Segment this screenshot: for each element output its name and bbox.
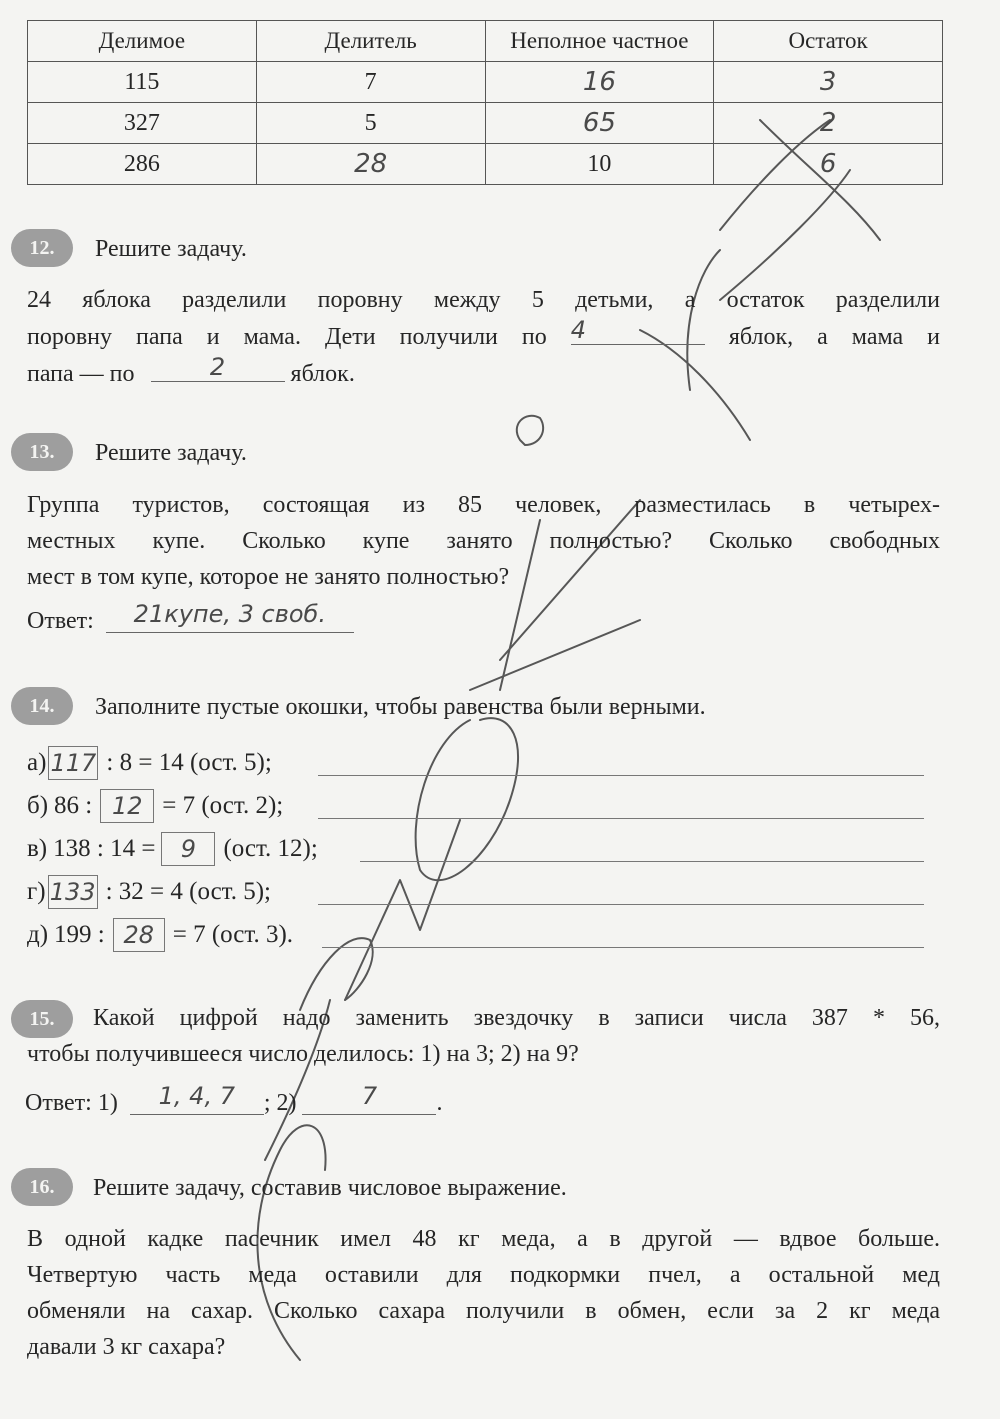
task-13-answer-handwritten: 21купе, 3 своб. [133, 600, 326, 628]
equation-text: = 7 (ост. 3). [172, 921, 294, 948]
task-15-answer-label: Ответ: 1) [25, 1090, 118, 1116]
cell-divisor-handwritten: 28 [256, 144, 485, 185]
equation-text-pre: 199 : [54, 921, 105, 948]
cell-remainder-handwritten: 3 [714, 62, 943, 103]
task-12-line-3 [27, 353, 355, 387]
task-13-answer-field[interactable] [106, 600, 354, 633]
equation-row-b [27, 789, 283, 823]
task-13-line-3: мест в том купе, которое не занято полностью? [27, 564, 510, 590]
task-15-badge: 15. [11, 1000, 73, 1038]
task-15-separator: ; 2) [263, 1090, 297, 1116]
task-13-text [27, 487, 940, 595]
task-12-title: Решите задачу. [95, 236, 247, 262]
answer-box[interactable] [113, 918, 165, 952]
equation-row-e [27, 918, 293, 952]
task-16-line-1: В одной кадке пасечник имел 48 кг меда, а в другой — вдвое больше. [27, 1226, 940, 1252]
working-line [318, 904, 924, 905]
working-line [360, 861, 924, 862]
task-13-answer-label: Ответ: [27, 608, 94, 634]
task-15-answer-1-field[interactable] [130, 1082, 264, 1115]
task-13-badge: 13. [11, 433, 73, 471]
equation-text: : 32 = 4 (ост. 5); [105, 878, 271, 905]
cell-remainder-handwritten: 6 [714, 144, 943, 185]
task-15-line-2: чтобы получившееся число делилось: 1) на 3; 2) на 9? [27, 1041, 579, 1067]
header-divisor: Делитель [256, 21, 485, 62]
table-header-row [28, 21, 943, 62]
task-16-line-4: давали 3 кг сахара? [27, 1334, 226, 1360]
row-label: а) [27, 749, 47, 776]
task-15-answer-2-handwritten: 7 [361, 1082, 378, 1110]
equation-text-pre: 138 : 14 = [53, 835, 156, 862]
answer-box[interactable] [48, 746, 98, 780]
working-line [322, 947, 924, 948]
children-answer-blank[interactable] [571, 318, 705, 345]
task-12-badge: 12. [11, 229, 73, 267]
header-remainder: Остаток [714, 21, 943, 62]
row-label: д) [27, 921, 49, 948]
row-label: г) [27, 878, 46, 905]
division-table [27, 20, 943, 185]
cell-remainder-handwritten: 2 [714, 103, 943, 144]
answer-box[interactable] [100, 789, 154, 823]
equation-row-a [27, 746, 272, 780]
task-13-line-1: Группа туристов, состоящая из 85 человек, разместилась в четырех- [27, 492, 940, 518]
equation-row-d [27, 875, 271, 909]
working-line [318, 775, 924, 776]
task-14-title: Заполните пустые окошки, чтобы равенства были верными. [95, 694, 706, 720]
cell-quotient-handwritten: 65 [485, 103, 714, 144]
parents-answer-handwritten: 2 [209, 353, 226, 381]
task-15-answer-2-field[interactable] [302, 1082, 436, 1115]
task-15-line-1-text: Какой цифрой надо заменить звездочку в записи числа 387 * 56, [93, 1005, 940, 1031]
task-12-line-2-start: поровну папа и мама. Дети получили по [27, 324, 547, 350]
parents-answer-blank[interactable] [151, 355, 285, 382]
table-row [28, 103, 943, 144]
cell-quotient: 10 [485, 144, 714, 185]
answer-box-value: 133 [49, 878, 96, 906]
task-14-badge: 14. [11, 687, 73, 725]
cell-divisor: 5 [256, 103, 485, 144]
answer-box-value: 28 [123, 921, 155, 949]
task-15-line-1 [93, 1005, 940, 1032]
task-16-title: Решите задачу, составив числовое выражение. [93, 1175, 567, 1201]
task-13-line-2: местных купе. Сколько купе занято полностью? Сколько свободных [27, 528, 940, 554]
task-15-end: . [436, 1090, 443, 1116]
task-15-answer-row [25, 1082, 443, 1117]
equation-text: : 8 = 14 (ост. 5); [106, 749, 272, 776]
task-16-line-2: Четвертую часть меда оставили для подкормки пчел, а остальной мед [27, 1262, 940, 1288]
working-line [318, 818, 924, 819]
task-12-line-2 [27, 318, 940, 355]
answer-box-value: 9 [180, 835, 197, 863]
task-16-text [27, 1221, 940, 1365]
cell-quotient-handwritten: 16 [485, 62, 714, 103]
answer-box-value: 117 [50, 749, 97, 777]
answer-box-value: 12 [111, 792, 143, 820]
task-13-title: Решите задачу. [95, 440, 247, 466]
task-15-answer-1-handwritten: 1, 4, 7 [158, 1082, 235, 1110]
table-row [28, 62, 943, 103]
task-13-answer-row [27, 600, 354, 635]
cell-dividend: 286 [28, 144, 257, 185]
task-12-line-1: 24 яблока разделили поровну между 5 детьми, а остаток разделили [27, 287, 940, 313]
row-label: б) [27, 792, 49, 819]
table-row [28, 144, 943, 185]
answer-box[interactable] [48, 875, 98, 909]
equation-text-pre: 86 : [54, 792, 93, 819]
equation-row-c [27, 832, 318, 866]
cell-divisor: 7 [256, 62, 485, 103]
row-label: в) [27, 835, 48, 862]
task-16-badge: 16. [11, 1168, 73, 1206]
answer-box[interactable] [161, 832, 215, 866]
task-12-text [27, 282, 940, 392]
cell-dividend: 327 [28, 103, 257, 144]
cell-dividend: 115 [28, 62, 257, 103]
equation-text: (ост. 12); [223, 835, 318, 862]
task-16-line-3: обменяли на сахар. Сколько сахара получили в обмен, если за 2 кг меда [27, 1298, 940, 1324]
task-12-line-3-end: яблок. [290, 361, 355, 387]
task-12-line-3-start: папа — по [27, 361, 135, 387]
task-12-line-2-end: яблок, а мама и [728, 324, 941, 350]
header-quotient: Неполное частное [485, 21, 714, 62]
children-answer-handwritten: 4 [570, 316, 587, 344]
equation-text: = 7 (ост. 2); [162, 792, 284, 819]
header-dividend: Делимое [28, 21, 257, 62]
